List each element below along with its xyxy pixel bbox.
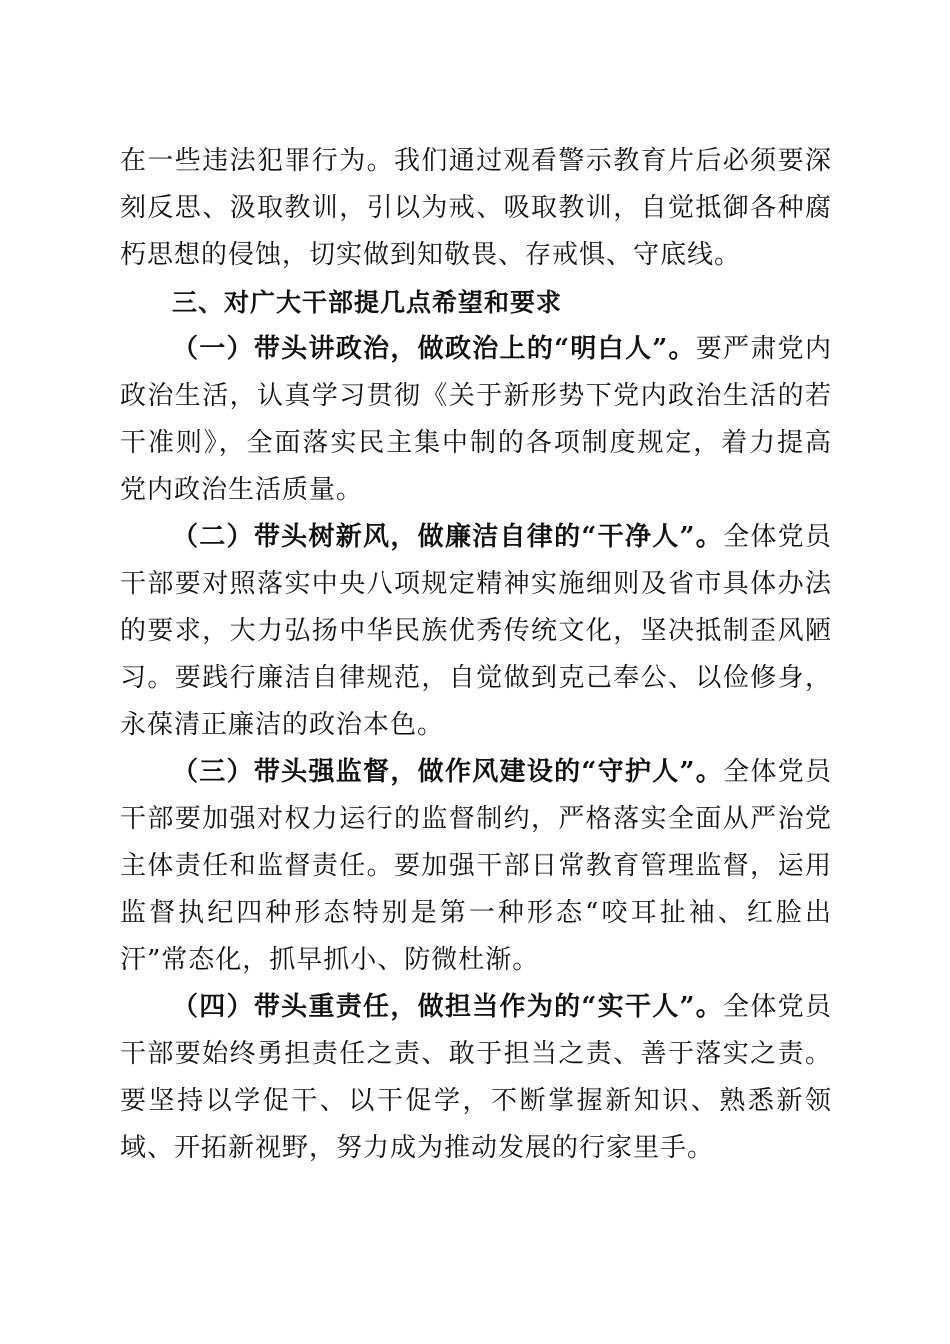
item-body-4: 全体党员干部要始终勇担责任之责、敢于担当之责、善于落实之责。要坚持以学促干、以干促学，不断掌握新知识、熟悉新领域、开拓新视野，努力成为推动发展的行家里手。 — [120, 992, 832, 1163]
item-title-1: （一）带头讲政治，做政治上的“明白人”。 — [172, 334, 696, 364]
item-title-2: （二）带头树新风，做廉洁自律的“干净人”。 — [172, 522, 724, 552]
item-title-4: （四）带头重责任，做担当作为的“实干人”。 — [172, 992, 724, 1022]
item-paragraph-1 — [120, 326, 832, 514]
intro-paragraph: 在一些违法犯罪行为。我们通过观看警示教育片后必须要深刻反思、汲取教训，引以为戒、吸取教训，自觉抵御各种腐朽思想的侵蚀，切实做到知敬畏、存戒惧、守底线。 — [120, 146, 832, 270]
item-body-2: 全体党员干部要对照落实中央八项规定精神实施细则及省市具体办法的要求，大力弘扬中华民族优秀传统文化，坚决抵制歪风陋习。要践行廉洁自律规范，自觉做到克己奉公、以俭修身，永葆清正廉洁的政治本色。 — [120, 522, 832, 740]
item-paragraph-4 — [120, 984, 832, 1172]
item-body-1: 要严肃党内政治生活，认真学习贯彻《关于新形势下党内政治生活的若干准则》，全面落实民主集中制的各项制度规定，着力提高党内政治生活质量。 — [120, 334, 832, 505]
item-paragraph-3 — [120, 749, 832, 984]
item-title-3: （三）带头强监督，做作风建设的“守护人”。 — [172, 757, 724, 787]
section-heading: 三、对广大干部提几点希望和要求 — [172, 288, 563, 317]
document-page — [120, 138, 832, 1172]
item-body-3: 全体党员干部要加强对权力运行的监督制约，严格落实全面从严治党主体责任和监督责任。要加强干部日常教育管理监督，运用监督执纪四种形态特别是第一种形态“咬耳扯袖、红脸出汗”常态化，抓早抓小、防微杜渐。 — [120, 757, 832, 975]
item-paragraph-2 — [120, 514, 832, 749]
